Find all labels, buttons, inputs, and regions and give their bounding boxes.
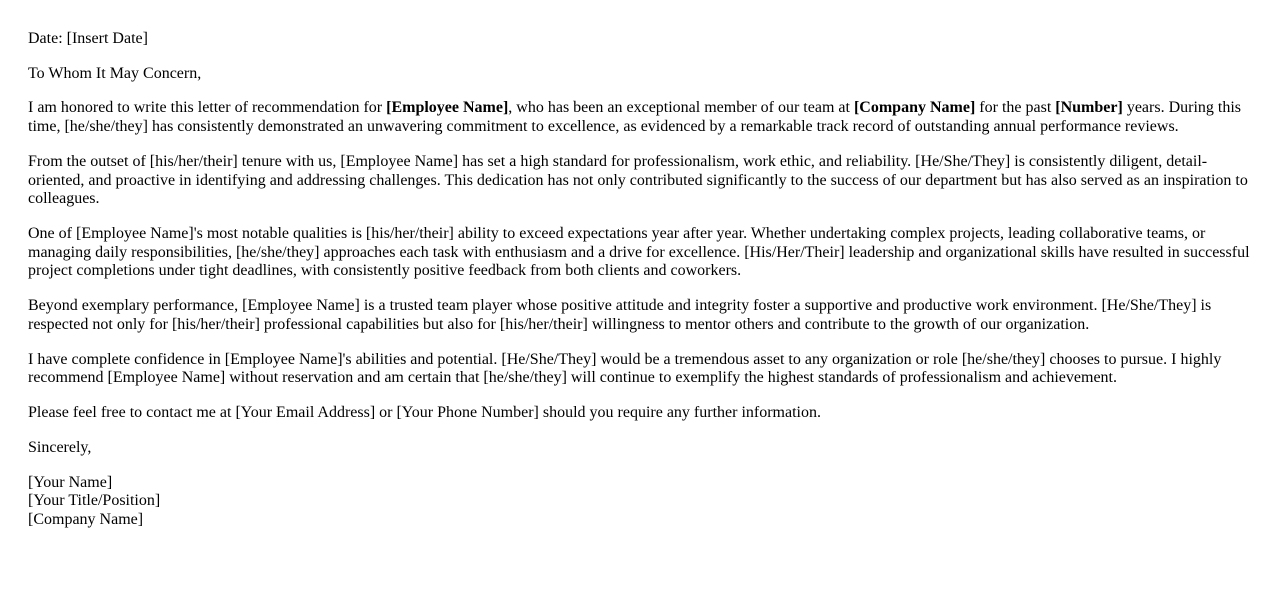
company-name-placeholder: [Company Name] — [853, 99, 976, 117]
contact-paragraph: Please feel free to contact me at [Your Email Address] or [Your Phone Number] should you require any further information. — [28, 404, 821, 422]
intro-text: I am honored to write this letter of recommendation for — [28, 99, 387, 117]
salutation: To Whom It May Concern, — [28, 64, 202, 82]
intro-text: years. During this time, [he/she/they] has consistently demonstrated an unwavering commitment to excellence, as evidenced by a remarkable track record of outstanding annual performance reviews. — [28, 99, 1242, 136]
intro-text: , who has been an exceptional member of our team at — [508, 99, 854, 117]
body-paragraph-qualities: One of [Employee Name]'s most notable qualities is [his/her/their] ability to exceed expectations year after year. Whether undertaking complex projects, leading collaborative teams, or managing daily responsibilities, [he/she/they] approaches each task with enthusiasm and a drive for excellence. [His/Her/Their] leadership and organizational skills have resulted in successful project completions under tight deadlines, with consistently positive feedback from both clients and coworkers. — [28, 225, 1250, 280]
employee-name-placeholder: [Employee Name] — [386, 99, 509, 117]
signature-name: [Your Name] — [28, 473, 113, 491]
signature-title: [Your Title/Position] — [28, 492, 161, 510]
body-paragraph-team-player: Beyond exemplary performance, [Employee Name] is a trusted team player whose positive attitude and integrity foster a supportive and productive work environment. [He/She/They] is respected not only for [his/her/their] professional capabilities but also for [his/her/their] willingness to mentor others and contribute to the growth of our organization. — [28, 297, 1212, 333]
date-line: Date: [Insert Date] — [28, 30, 148, 47]
body-paragraph-confidence: I have complete confidence in [Employee Name]'s abilities and potential. [He/She/They] would be a tremendous asset to any organization or role [he/she/they] chooses to pursue. I highly recommend [Employee Name] without reservation and am certain that [he/she/they] will continue to exemplify the highest standards of professionalism and achievement. — [28, 350, 1222, 387]
intro-text: for the past — [975, 99, 1056, 117]
closing: Sincerely, — [28, 438, 92, 456]
body-paragraph-tenure: From the outset of [his/her/their] tenure with us, [Employee Name] has set a high standard for professionalism, work ethic, and reliability. [He/She/They] is consistently diligent, detail-oriented, and proactive in identifying and addressing challenges. This dedication has not only contributed significantly to the success of our department but has also served as an inspiration to colleagues. — [28, 152, 1248, 208]
number-placeholder: [Number] — [1055, 99, 1123, 117]
signature-company: [Company Name] — [28, 510, 144, 528]
signature-block — [28, 474, 1250, 530]
intro-paragraph — [28, 99, 1250, 136]
